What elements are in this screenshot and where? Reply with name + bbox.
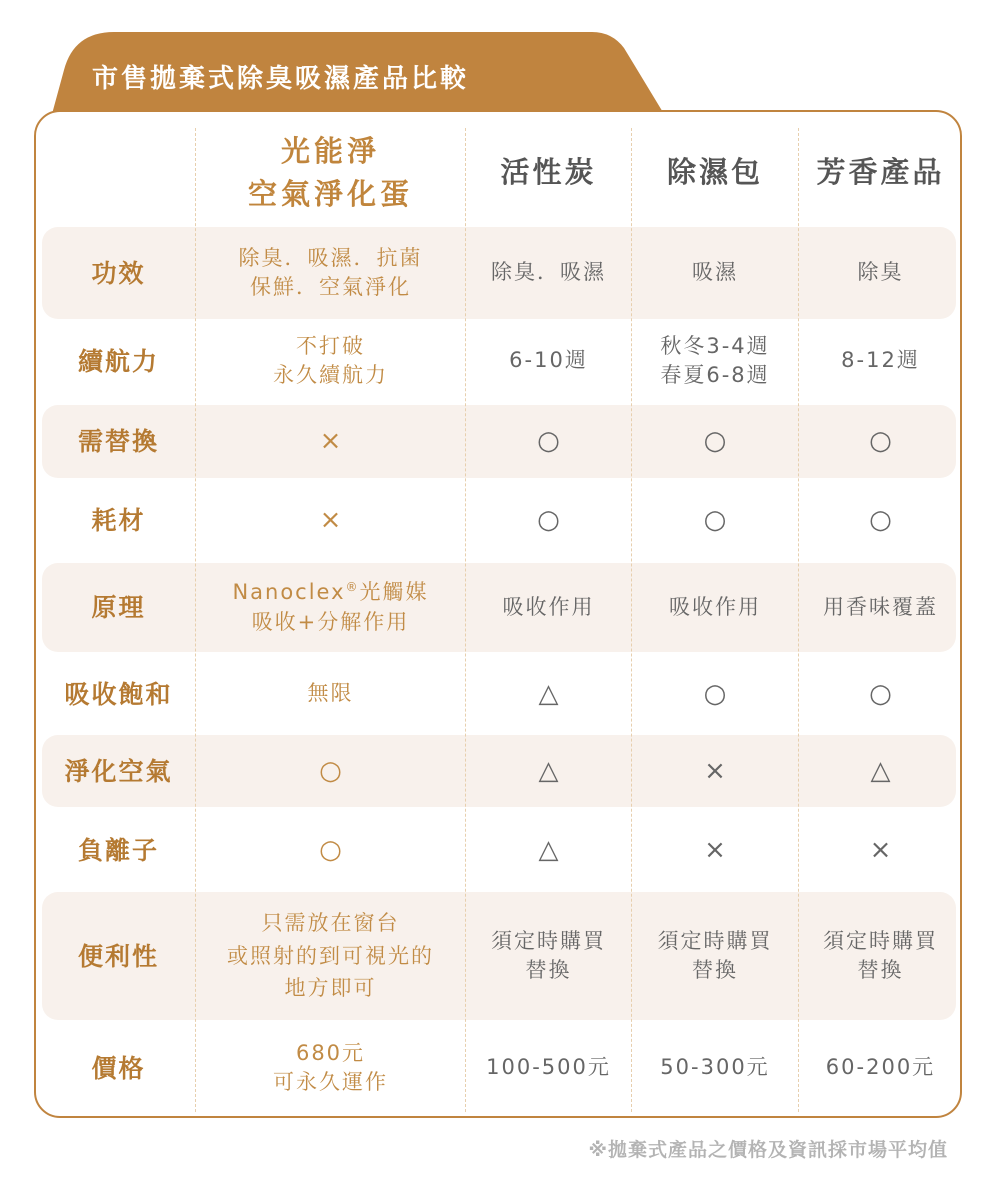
cell-fragrance-duration: 8-12週 xyxy=(841,348,920,373)
row-label-principle: 原理 xyxy=(91,593,146,622)
cell-fragrance-negative-ions: × xyxy=(869,834,892,865)
cell-main-duration: 不打破 永久續航力 xyxy=(273,333,388,387)
cell-fragrance-consumables: ○ xyxy=(869,505,892,536)
row-label-efficacy: 功效 xyxy=(91,258,146,288)
row-label-negative-ions: 負離子 xyxy=(77,835,159,865)
cell-fragrance-purify: △ xyxy=(870,755,891,786)
cell-dehumidifier-replace: ○ xyxy=(703,426,727,457)
column-header-main xyxy=(196,120,465,225)
principle-line2: 吸收+分解作用 xyxy=(251,609,410,634)
cell-charcoal-principle: 吸收作用 xyxy=(502,594,595,619)
cell-charcoal-price: 100-500元 xyxy=(486,1055,611,1080)
principle-brand: Nanoclex xyxy=(232,580,346,605)
column-header-fragrance: 芳香產品 xyxy=(816,155,945,190)
row-label-purify: 淨化空氣 xyxy=(64,756,173,786)
cell-dehumidifier-duration: 秋冬3-4週 春夏6-8週 xyxy=(660,333,770,387)
cell-main-saturation: 無限 xyxy=(307,681,354,706)
row-label-replace: 需替換 xyxy=(77,427,159,456)
cell-dehumidifier-convenience: 須定時購買 替換 xyxy=(657,928,773,982)
cell-main-principle xyxy=(196,563,465,652)
footnote: ※拋棄式產品之價格及資訊採市場平均值 xyxy=(588,1139,948,1161)
column-header-main-line2: 空氣淨化蛋 xyxy=(247,176,413,211)
cell-fragrance-principle: 用香味覆蓋 xyxy=(823,594,938,619)
column-header-main-line1: 光能淨 xyxy=(280,134,380,169)
row-label-consumables: 耗材 xyxy=(91,506,146,535)
cell-dehumidifier-principle: 吸收作用 xyxy=(669,594,761,619)
cell-main-price: 680元 可永久運作 xyxy=(273,1040,388,1094)
cell-charcoal-purify: △ xyxy=(538,755,559,786)
cell-main-consumables: × xyxy=(319,505,342,536)
column-header-charcoal: 活性炭 xyxy=(500,155,597,190)
cell-main-replace: × xyxy=(319,426,342,457)
cell-charcoal-duration: 6-10週 xyxy=(509,348,588,373)
cell-charcoal-negative-ions: △ xyxy=(538,834,559,865)
principle-catalyst: 光觸媒 xyxy=(359,580,429,605)
row-label-duration: 續航力 xyxy=(77,346,159,376)
row-label-convenience: 便利性 xyxy=(77,941,159,971)
title-tab xyxy=(52,32,664,112)
cell-fragrance-replace: ○ xyxy=(869,426,892,457)
column-header-dehumidifier: 除濕包 xyxy=(666,155,763,190)
cell-dehumidifier-price: 50-300元 xyxy=(660,1055,770,1080)
cell-dehumidifier-negative-ions: × xyxy=(704,834,726,865)
cell-fragrance-saturation: ○ xyxy=(869,678,892,709)
cell-main-convenience: 只需放在窗台 或照射的到可視光的 地方即可 xyxy=(227,911,434,1001)
row-label-price: 價格 xyxy=(91,1053,146,1083)
cell-charcoal-consumables: ○ xyxy=(537,505,560,536)
page-title: 市售拋棄式除臭吸濕產品比較 xyxy=(92,64,470,94)
cell-dehumidifier-efficacy: 吸濕 xyxy=(692,260,738,285)
cell-main-negative-ions: ○ xyxy=(319,834,342,865)
cell-dehumidifier-saturation: ○ xyxy=(703,678,727,709)
cell-dehumidifier-purify: × xyxy=(704,755,726,786)
cell-main-efficacy: 除臭．吸濕．抗菌 保鮮．空氣淨化 xyxy=(238,245,423,299)
cell-charcoal-saturation: △ xyxy=(538,678,559,709)
row-label-saturation: 吸收飽和 xyxy=(64,679,173,709)
cell-fragrance-convenience: 須定時購買 替換 xyxy=(823,928,938,982)
cell-dehumidifier-consumables: ○ xyxy=(703,505,727,536)
cell-charcoal-convenience: 須定時購買 替換 xyxy=(491,928,606,982)
cell-charcoal-replace: ○ xyxy=(537,426,560,457)
cell-main-purify: ○ xyxy=(319,755,342,786)
cell-fragrance-efficacy: 除臭 xyxy=(857,260,904,285)
cell-fragrance-price: 60-200元 xyxy=(825,1055,936,1080)
registered-mark: ® xyxy=(345,580,360,595)
cell-charcoal-efficacy: 除臭．吸濕 xyxy=(491,260,606,285)
